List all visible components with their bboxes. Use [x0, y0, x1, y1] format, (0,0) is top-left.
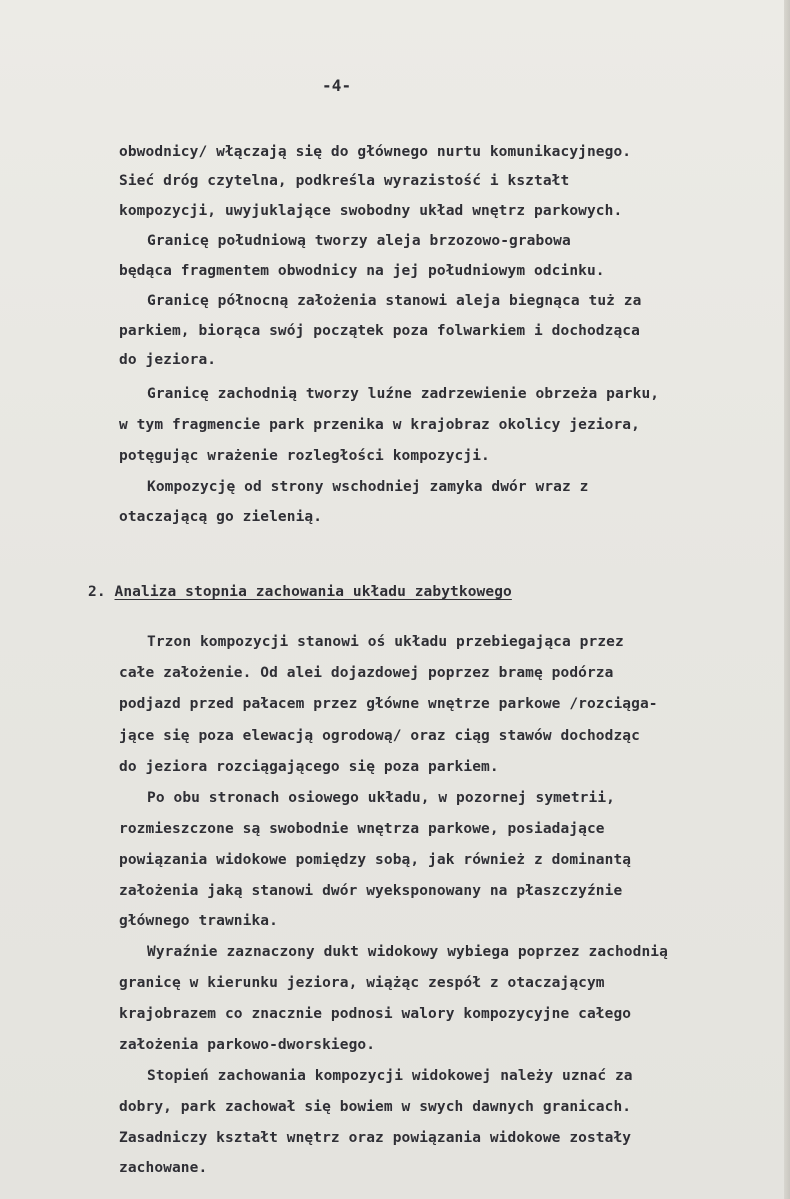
text-line: kompozycji, uwyjuklające swobodny układ wnętrz parkowych. — [119, 203, 623, 219]
text-line: całe założenie. Od alei dojazdowej poprzez bramę podórza — [119, 665, 614, 681]
text-line: Trzon kompozycji stanowi oś układu przebiegająca przez — [147, 634, 624, 650]
text-line: Granicę północną założenia stanowi aleja biegnąca tuż za — [147, 293, 642, 309]
text-line: otaczającą go zielenią. — [119, 509, 323, 525]
text-line: w tym fragmencie park przenika w krajobraz okolicy jeziora, — [119, 417, 640, 433]
text-line: Kompozycję od strony wschodniej zamyka dwór wraz z — [147, 479, 589, 495]
section-title: Analiza stopnia zachowania układu zabytkowego — [114, 584, 512, 600]
text-line: dobry, park zachował się bowiem w swych dawnych granicach. — [119, 1099, 632, 1115]
text-line: Po obu stronach osiowego układu, w pozornej symetrii, — [147, 790, 615, 806]
text-line: założenia jaką stanowi dwór wyeksponowany na płaszczyźnie — [119, 883, 623, 899]
text-line: parkiem, biorąca swój początek poza folwarkiem i dochodząca — [119, 323, 640, 339]
text-line: założenia parkowo-dworskiego. — [119, 1037, 376, 1053]
page-number: -4- — [322, 76, 352, 95]
text-line: potęgując wrażenie rozległości kompozycji. — [119, 448, 490, 464]
text-line: Stopień zachowania kompozycji widokowej należy uznać za — [147, 1068, 633, 1084]
text-line: rozmieszczone są swobodnie wnętrza parkowe, posiadające — [119, 821, 605, 837]
section-number: 2. — [88, 584, 106, 600]
text-line: zachowane. — [119, 1160, 208, 1176]
text-line: Granicę zachodnią tworzy luźne zadrzewienie obrzeża parku, — [147, 386, 660, 402]
text-line: powiązania widokowe pomiędzy sobą, jak również z dominantą — [119, 852, 632, 868]
text-line: granicę w kierunku jeziora, wiążąc zespół z otaczającym — [119, 975, 605, 991]
text-line: Zasadniczy kształt wnętrz oraz powiązania widokowe zostały — [119, 1130, 632, 1146]
text-line: Sieć dróg czytelna, podkreśla wyrazistość i kształt — [119, 173, 570, 189]
text-line: do jeziora. — [119, 352, 217, 368]
text-line: jące się poza elewacją ogrodową/ oraz ciąg stawów dochodząc — [119, 728, 640, 744]
section-heading — [88, 584, 512, 600]
page-edge — [784, 0, 790, 1199]
text-line: głównego trawnika. — [119, 913, 278, 929]
text-line: obwodnicy/ włączają się do głównego nurtu komunikacyjnego. — [119, 144, 632, 160]
text-line: krajobrazem co znacznie podnosi walory kompozycyjne całego — [119, 1006, 632, 1022]
text-line: będąca fragmentem obwodnicy na jej południowym odcinku. — [119, 263, 605, 279]
text-line: do jeziora rozciągającego się poza parkiem. — [119, 759, 499, 775]
text-line: podjazd przed pałacem przez główne wnętrze parkowe /rozciąga- — [119, 696, 658, 712]
text-line: Wyraźnie zaznaczony dukt widokowy wybiega poprzez zachodnią — [147, 944, 668, 960]
text-line: Granicę południową tworzy aleja brzozowo-grabowa — [147, 233, 571, 249]
